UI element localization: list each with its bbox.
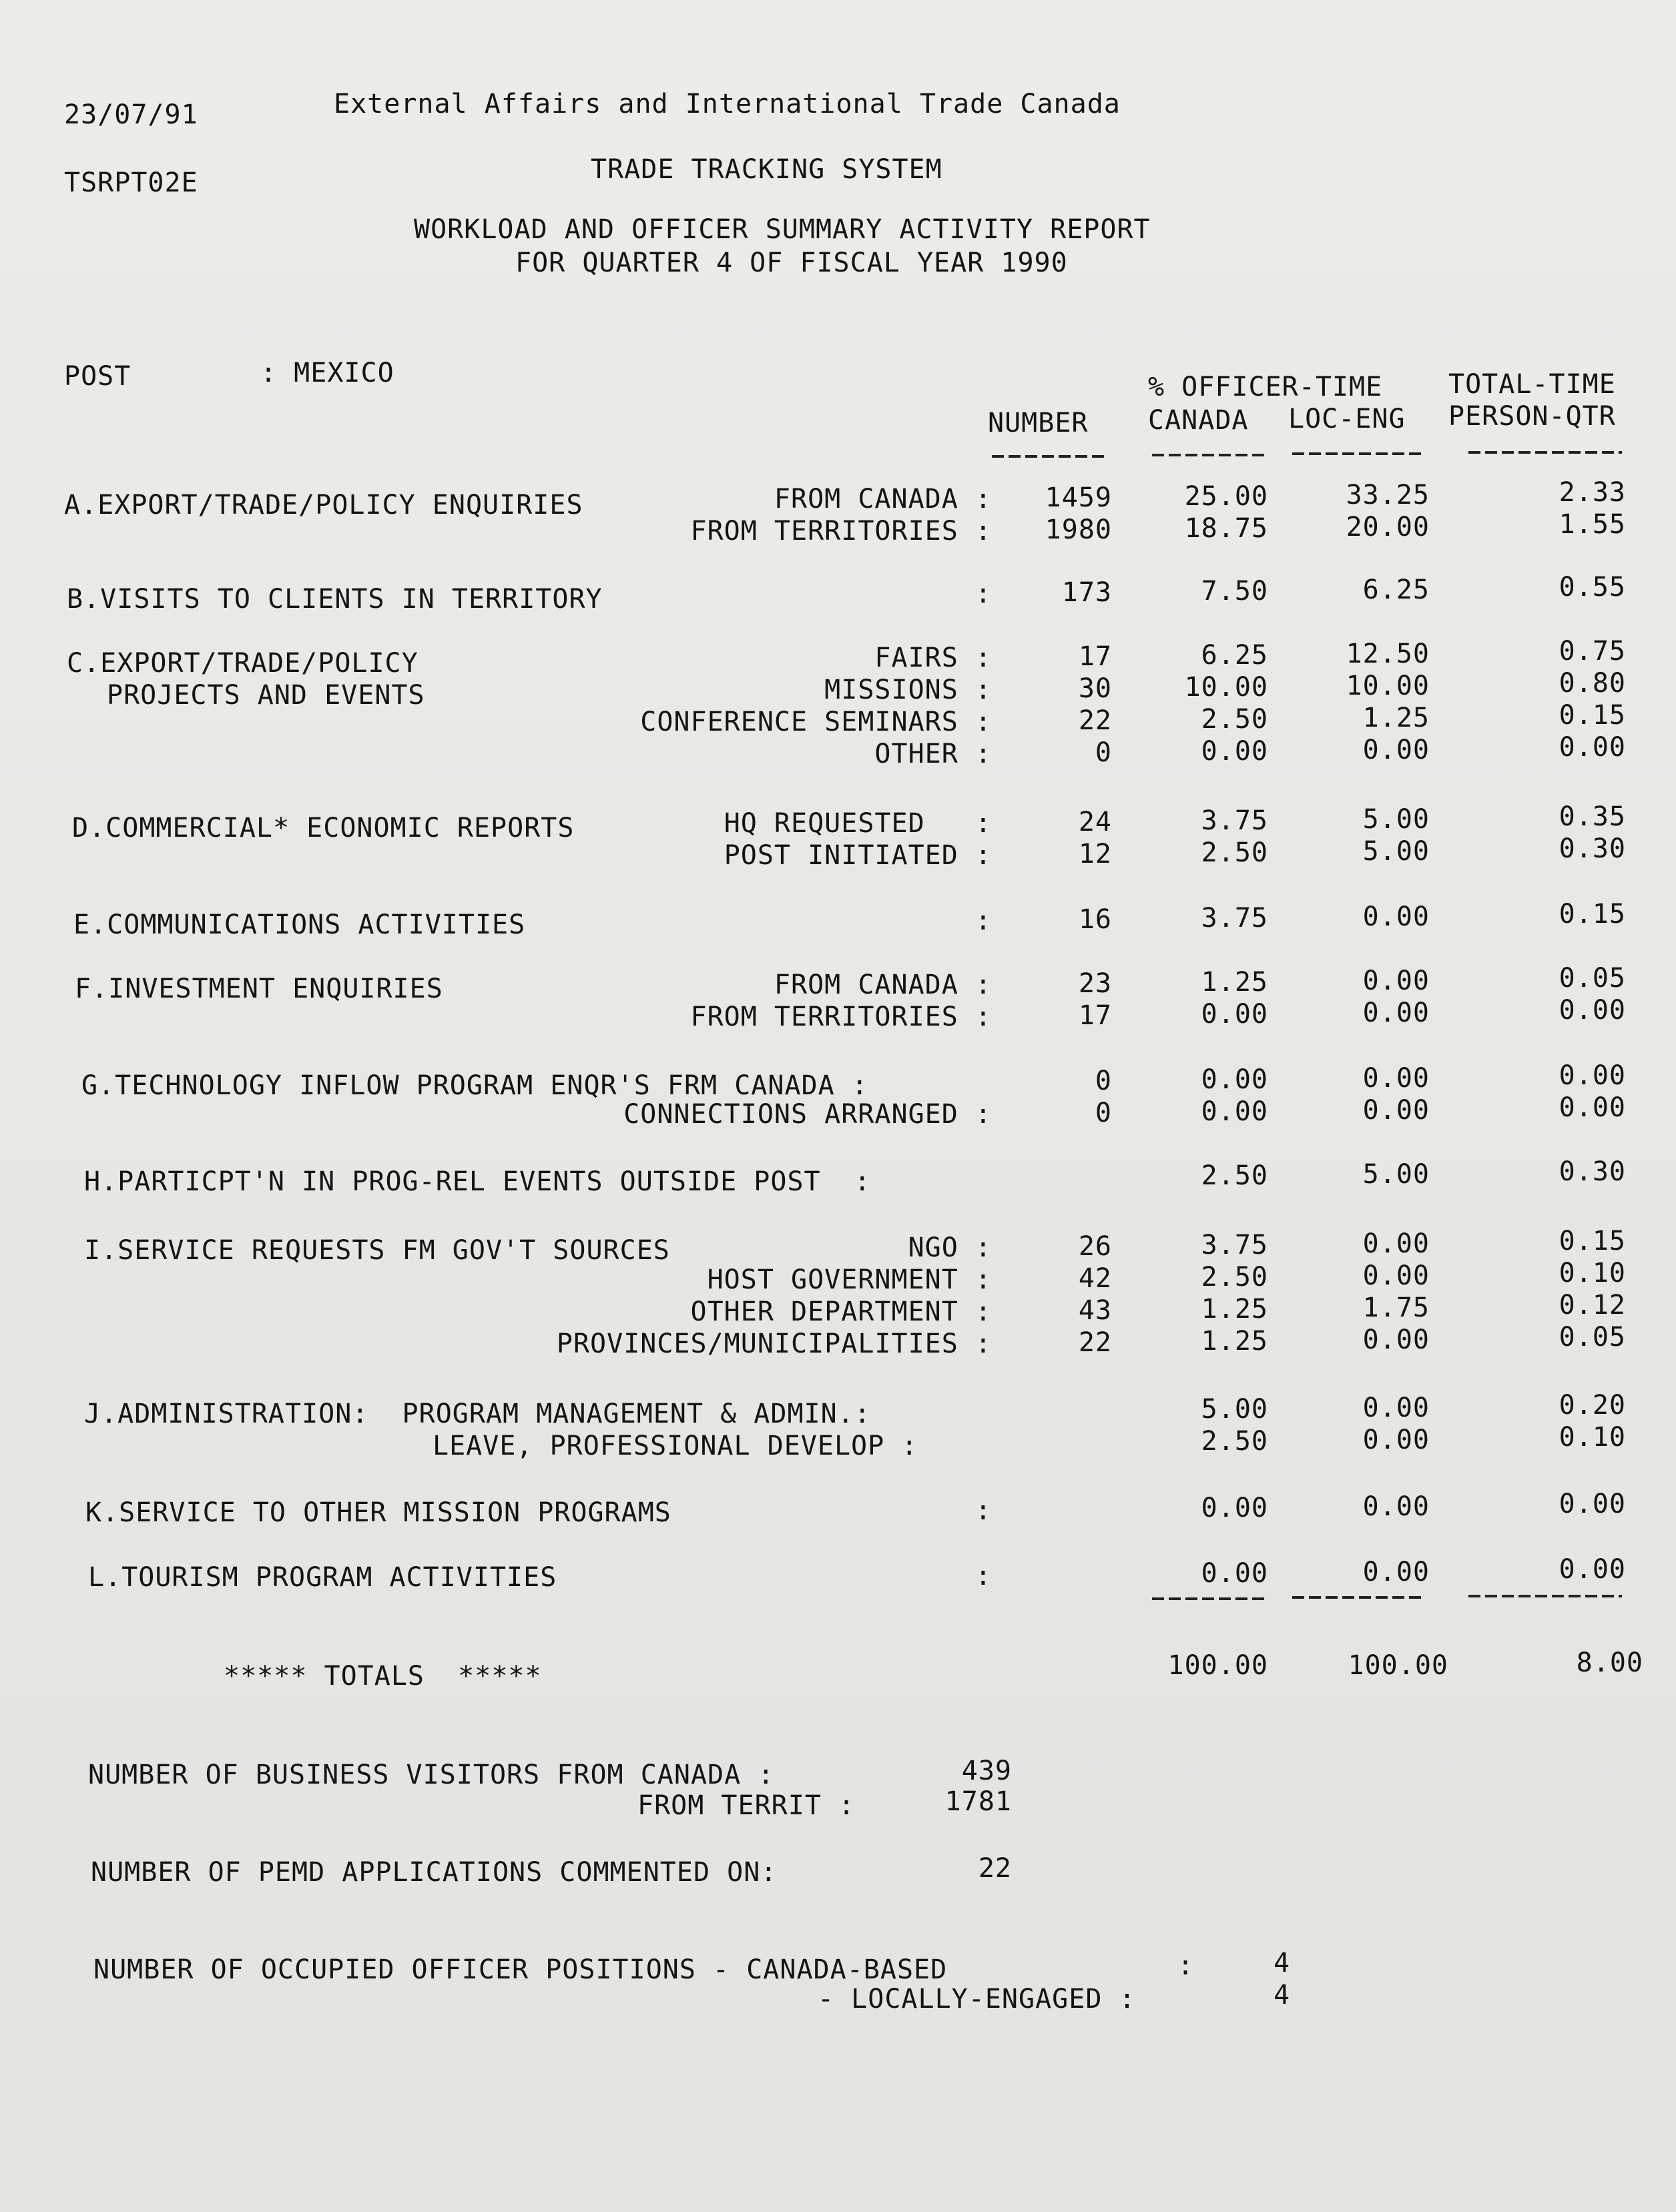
row-label: E.COMMUNICATIONS ACTIVITIES [73,909,526,940]
rule [1468,451,1622,454]
totals-loc-eng: 100.00 [1348,1650,1448,1681]
pemd-label: NUMBER OF PEMD APPLICATIONS COMMENTED ON: [91,1857,778,1888]
row-loc-eng-pct: 5.00 [1362,1159,1430,1190]
row-number: 0 [1095,1098,1112,1128]
row-person-qtr: 0.15 [1559,700,1626,731]
row-sublabel: NGO : [908,1232,992,1263]
row-number: 42 [1078,1263,1112,1294]
row-person-qtr: 0.20 [1559,1390,1626,1421]
row-canada-pct: 2.50 [1201,837,1268,868]
row-number: 23 [1078,968,1112,999]
row-number: 22 [1078,705,1112,736]
row-loc-eng-pct: 20.00 [1346,512,1430,542]
row-sublabel: : [974,905,992,936]
positions-local: 4 [1274,1980,1291,2010]
row-loc-eng-pct: 0.00 [1362,901,1430,932]
row-loc-eng-pct: 0.00 [1362,966,1430,996]
row-sublabel: PROVINCES/MUNICIPALITIES : [556,1329,992,1359]
row-loc-eng-pct: 12.50 [1346,639,1430,669]
row-number: 17 [1078,1000,1112,1031]
row-person-qtr: 1.55 [1559,509,1626,540]
visitors-territ-label: FROM TERRIT : [637,1790,856,1821]
rule [992,455,1105,458]
row-canada-pct: 0.00 [1201,736,1268,767]
col-loc-eng: LOC-ENG [1288,404,1406,434]
row-canada-pct: 2.50 [1201,1262,1268,1293]
row-person-qtr: 0.00 [1559,1489,1626,1519]
row-sublabel: CONNECTIONS ARRANGED : [623,1099,992,1130]
row-loc-eng-pct: 0.00 [1362,1095,1430,1126]
row-person-qtr: 0.35 [1559,801,1626,832]
rule [1292,452,1426,455]
row-sublabel: FAIRS : [874,643,992,673]
col-canada: CANADA [1148,405,1249,436]
row-sublabel: : [974,579,992,609]
row-canada-pct: 0.00 [1201,1096,1268,1127]
system-name: TRADE TRACKING SYSTEM [591,154,942,185]
rule [1468,1595,1622,1597]
row-sublabel: POST INITIATED : [724,840,992,871]
totals-canada: 100.00 [1167,1650,1268,1681]
row-label: K.SERVICE TO OTHER MISSION PROGRAMS [85,1497,671,1528]
row-loc-eng-pct: 1.25 [1362,703,1430,733]
row-person-qtr: 0.15 [1559,899,1626,930]
row-number: 0 [1095,737,1112,768]
positions-local-label: - LOCALLY-ENGAGED : [818,1984,1136,2014]
row-canada-pct: 0.00 [1201,999,1268,1030]
rule [1292,1596,1426,1599]
row-person-qtr: 0.00 [1559,1554,1626,1585]
row-person-qtr: 0.00 [1559,1092,1626,1123]
row-sublabel: : [974,1495,992,1526]
row-person-qtr: 0.15 [1559,1226,1626,1256]
row-person-qtr: 0.00 [1559,732,1626,763]
row-loc-eng-pct: 0.00 [1362,1325,1430,1355]
row-canada-pct: 3.75 [1201,805,1268,836]
row-canada-pct: 18.75 [1184,513,1268,544]
row-label: H.PARTICPT'N IN PROG-REL EVENTS OUTSIDE POST : [84,1166,871,1197]
row-person-qtr: 0.30 [1559,833,1626,864]
agency-name: External Affairs and International Trade Canada [334,89,1121,119]
row-number: 17 [1078,641,1112,672]
row-label: C.EXPORT/TRADE/POLICY [67,648,418,679]
row-label: G.TECHNOLOGY INFLOW PROGRAM ENQR'S FRM CANADA : [81,1070,868,1101]
row-number: 0 [1095,1066,1112,1096]
positions-label: NUMBER OF OCCUPIED OFFICER POSITIONS - CANADA-BASED [93,1954,948,1985]
row-canada-pct: 1.25 [1201,1326,1268,1357]
row-loc-eng-pct: 5.00 [1362,836,1430,867]
row-loc-eng-pct: 0.00 [1362,1393,1430,1423]
positions-colon: : [1177,1950,1195,1981]
row-person-qtr: 2.33 [1559,477,1626,508]
row-number: 43 [1078,1295,1112,1326]
post-label: POST [64,361,131,392]
row-sublabel: FROM CANADA : [774,484,992,514]
row-number: 12 [1078,839,1112,869]
pemd-value: 22 [978,1853,1012,1884]
col-officer-time: % OFFICER-TIME [1148,372,1383,402]
row-number: 16 [1078,904,1112,935]
report-code: TSRPT02E [64,167,198,198]
row-label: PROJECTS AND EVENTS [107,680,425,711]
row-canada-pct: 0.00 [1201,1493,1268,1523]
report-date: 23/07/91 [64,99,198,130]
row-canada-pct: 7.50 [1201,576,1268,607]
row-label: J.ADMINISTRATION: PROGRAM MANAGEMENT & ADMIN.: [84,1399,871,1429]
row-person-qtr: 0.05 [1559,1322,1626,1353]
row-canada-pct: 0.00 [1201,1558,1268,1589]
row-person-qtr: 0.55 [1559,572,1626,603]
row-sublabel: HQ REQUESTED : [724,808,992,839]
row-number: 173 [1061,577,1112,608]
row-canada-pct: 2.50 [1201,1160,1268,1191]
row-label: LEAVE, PROFESSIONAL DEVELOP : [433,1431,918,1461]
row-canada-pct: 3.75 [1201,1230,1268,1260]
row-loc-eng-pct: 0.00 [1362,1491,1430,1522]
row-label: I.SERVICE REQUESTS FM GOV'T SOURCES [84,1235,670,1266]
row-loc-eng-pct: 0.00 [1362,1228,1430,1259]
row-person-qtr: 0.80 [1559,668,1626,699]
row-loc-eng-pct: 1.75 [1362,1293,1430,1323]
row-loc-eng-pct: 0.00 [1362,1063,1430,1094]
rule [1152,454,1266,456]
row-number: 1459 [1045,482,1112,513]
row-label: F.INVESTMENT ENQUIRIES [75,974,443,1004]
col-person-qtr: PERSON-QTR [1448,401,1616,432]
row-loc-eng-pct: 6.25 [1362,575,1430,605]
row-canada-pct: 3.75 [1201,903,1268,934]
row-person-qtr: 0.10 [1559,1422,1626,1453]
row-sublabel: : [974,1561,992,1591]
row-loc-eng-pct: 0.00 [1362,1260,1430,1291]
row-canada-pct: 1.25 [1201,1294,1268,1325]
row-canada-pct: 0.00 [1201,1064,1268,1095]
row-sublabel: FROM TERRITORIES : [690,1002,992,1032]
row-label: L.TOURISM PROGRAM ACTIVITIES [88,1562,557,1593]
report-subtitle: FOR QUARTER 4 OF FISCAL YEAR 1990 [515,248,1068,278]
visitors-label: NUMBER OF BUSINESS VISITORS FROM CANADA : [88,1760,775,1790]
totals-label: ***** TOTALS ***** [224,1661,542,1692]
row-loc-eng-pct: 33.25 [1346,480,1430,510]
row-canada-pct: 1.25 [1201,967,1268,998]
row-number: 22 [1078,1327,1112,1358]
row-label: A.EXPORT/TRADE/POLICY ENQUIRIES [64,490,583,520]
row-number: 26 [1078,1231,1112,1262]
row-canada-pct: 2.50 [1201,704,1268,735]
row-person-qtr: 0.00 [1559,1060,1626,1091]
col-number: NUMBER [988,408,1089,438]
positions-canada: 4 [1274,1948,1291,1978]
row-person-qtr: 0.00 [1559,995,1626,1026]
row-loc-eng-pct: 0.00 [1362,998,1430,1028]
row-number: 24 [1078,807,1112,837]
row-sublabel: OTHER : [874,739,992,769]
row-loc-eng-pct: 0.00 [1362,735,1430,765]
post-value: : MEXICO [260,358,394,388]
row-number: 1980 [1045,514,1112,545]
row-person-qtr: 0.30 [1559,1156,1626,1187]
col-total-time: TOTAL-TIME [1448,369,1616,400]
totals-person-qtr: 8.00 [1576,1647,1643,1678]
row-sublabel: FROM TERRITORIES : [690,516,992,546]
row-person-qtr: 0.05 [1559,963,1626,994]
row-sublabel: MISSIONS : [824,675,992,705]
visitors-canada: 439 [961,1756,1012,1786]
rule [1152,1597,1266,1600]
visitors-territ: 1781 [944,1786,1012,1817]
row-canada-pct: 2.50 [1201,1426,1268,1457]
row-number: 30 [1078,673,1112,704]
row-canada-pct: 6.25 [1201,640,1268,671]
row-loc-eng-pct: 5.00 [1362,804,1430,835]
row-sublabel: FROM CANADA : [774,970,992,1000]
row-loc-eng-pct: 0.00 [1362,1425,1430,1455]
report-title: WORKLOAD AND OFFICER SUMMARY ACTIVITY REPORT [414,214,1151,245]
row-canada-pct: 25.00 [1184,481,1268,512]
row-label: D.COMMERCIAL* ECONOMIC REPORTS [72,813,575,843]
row-person-qtr: 0.10 [1559,1258,1626,1288]
row-sublabel: HOST GOVERNMENT : [707,1264,992,1295]
row-person-qtr: 0.75 [1559,636,1626,667]
row-sublabel: CONFERENCE SEMINARS : [640,707,992,737]
row-canada-pct: 10.00 [1184,672,1268,703]
row-canada-pct: 5.00 [1201,1394,1268,1425]
row-sublabel: OTHER DEPARTMENT : [690,1297,992,1327]
row-label: B.VISITS TO CLIENTS IN TERRITORY [67,584,603,615]
row-loc-eng-pct: 0.00 [1362,1557,1430,1587]
row-loc-eng-pct: 10.00 [1346,671,1430,701]
row-person-qtr: 0.12 [1559,1290,1626,1321]
